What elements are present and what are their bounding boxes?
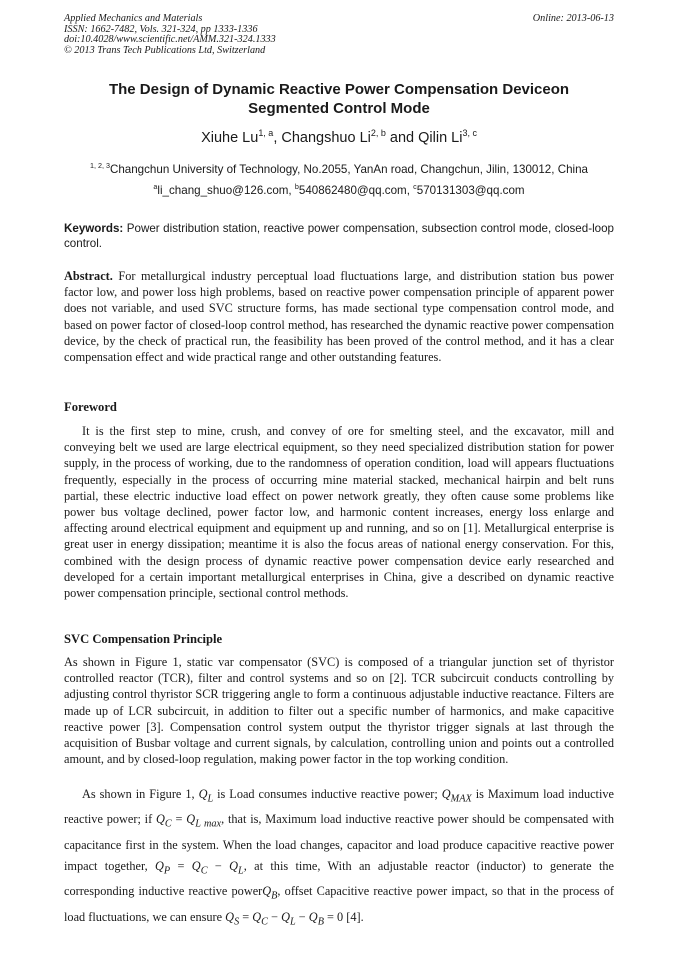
- math-number: 0: [337, 909, 344, 924]
- email-sup: a: [153, 182, 158, 192]
- math-symbol: Q: [262, 884, 272, 899]
- math-subscript: C: [261, 916, 269, 928]
- paper-title: [64, 80, 614, 118]
- text-run: , at this time, With an adjustable reactor (inductor) to generate the corresponding inductive reactive power: [64, 858, 614, 899]
- math-subscript: L: [290, 916, 296, 928]
- keywords-text: Power distribution station, reactive power compensation, subsection control mode, closed-loop control.: [64, 222, 614, 250]
- math-operator: =: [323, 909, 338, 924]
- math-operator: =: [239, 909, 253, 924]
- author-list: [64, 129, 614, 147]
- math-QC-eq-QLmax: [156, 812, 222, 830]
- author-sup: 3, c: [462, 128, 477, 139]
- abstract-label: Abstract.: [64, 269, 113, 283]
- math-symbol: Q: [281, 909, 290, 924]
- math-subscript: L: [207, 793, 214, 805]
- issn-line: ISSN: 1662-7482, Vols. 321-324, pp 1333-1336: [64, 23, 258, 35]
- math-subscript: S: [234, 916, 240, 928]
- doi-line: doi:10.4028/www.scientific.net/AMM.321-324.1333: [64, 34, 276, 46]
- math-subscript: B: [317, 916, 324, 928]
- math-symbol: Q: [191, 858, 201, 873]
- author-sep: and: [385, 130, 419, 146]
- math-symbol: Q: [198, 787, 208, 801]
- foreword-paragraph: It is the first step to mine, crush, and convey of ore for smelting steel, and the excavator, mill and conveying belt we used are large electrical equipment, so they need specialized distribution station for power supply, in the process of working, due to the randomness of operation condition, load will appears fluctuations frequently, especially in the process of occurring mine material stacked, mechanical hairpin and belt runs partial, these electric inductive load effect on power network greatly, they often cause some problems like power bus voltage declined, power factor low, and harmonic content increases, energy loss enlarge and affecting around electrical equipment and equipment up and running, and so on [1]. Metallurgical enterprise is great user in energy dissipation; meantime it is also the focus areas of national energy conservation. For this, combined with the design process of dynamic reactive power compensation device early researched and developed for a certain important metallurgical enterprises in China, give a described on dynamic reactive power compensation principle, sectional control methods.: [64, 424, 614, 601]
- abstract: [64, 268, 614, 365]
- math-subscript: C: [200, 865, 208, 877]
- math-operator: −: [295, 909, 309, 924]
- email-link[interactable]: li_chang_shuo@126.com: [157, 184, 289, 197]
- math-subscript: P: [163, 865, 171, 877]
- journal-header: [64, 14, 614, 56]
- math-subscript: L: [238, 865, 244, 877]
- math-subscript: MAX: [450, 793, 472, 805]
- foreword-heading: Foreword: [64, 400, 117, 414]
- affiliation: [64, 162, 614, 177]
- math-operator: =: [171, 812, 187, 827]
- math-operator: =: [170, 858, 192, 873]
- abstract-text: For metallurgical industry perceptual load fluctuations large, and distribution station bus power factor low, and power loss high problems, based on reactive power compensation principle of apparent power does not variable, and used SVC structure forms, has made sectional type compensation control mode, and based on power factor of closed-loop control method, has researched the dynamic reactive power compensation device, by the check of practical run, the feasibility has been proved of the control method, and it has a clear compensation effect and wide practical range and other outstanding features.: [64, 269, 614, 365]
- journal-name: Applied Mechanics and Materials: [64, 13, 203, 24]
- math-operator: −: [268, 909, 282, 924]
- text-run: , that is, Maximum load inductive reactive power should be compensated with capacitance first in the system. When the load changes, capacitor and load produce capacitive reactive power impact together,: [64, 812, 615, 873]
- author-name: Xiuhe Lu: [201, 130, 259, 146]
- math-operator: −: [207, 858, 230, 873]
- math-symbol: Q: [252, 909, 262, 924]
- email-link[interactable]: 540862480@qq.com: [298, 184, 407, 197]
- math-symbol: Q: [225, 909, 235, 924]
- math-subscript: C: [164, 818, 172, 830]
- math-QMAX: [441, 787, 472, 805]
- text-run: is Load consumes inductive reactive power;: [213, 787, 442, 801]
- math-QB: [262, 884, 278, 902]
- svc-paragraph-1: As shown in Figure 1, static var compensator (SVC) is composed of a triangular junction set of thyristor controlled reactor (TCR), filter and control systems and so on [2]. TCR subcircuit conducts controlling by adjusting control thyristor SCR triggering angle to form a continuous adjustable inductive reactance. Filters are made up of LCR subcircuit, in addition to filter out a specific number of harmonics, and make capacitive reactive power [3]. Compensation control system output the thyristor trigger signals at last through the acquisition of Busbar voltage and current signals, by calculation, controlling union and points out a controlled amount, and by closed-loop regulation, making power factor in the top working condition.: [64, 655, 614, 767]
- author-name: Changshuo Li: [281, 130, 371, 146]
- email-sep: ,: [406, 184, 414, 197]
- affiliation-sup: 1, 2, 3: [89, 161, 110, 171]
- author-sup: 2, b: [370, 128, 386, 139]
- title-line-2: Segmented Control Mode: [248, 100, 430, 117]
- math-subscript: L max: [195, 818, 222, 830]
- svc-paragraph-2: [64, 784, 614, 932]
- keywords-label: Keywords:: [64, 222, 124, 235]
- author-name: Qilin Li: [418, 130, 463, 146]
- math-symbol: Q: [308, 909, 318, 924]
- math-subscript: B: [271, 890, 278, 902]
- author-sup: 1, a: [258, 128, 274, 139]
- email-link[interactable]: 570131303@qq.com: [416, 184, 525, 197]
- svc-heading: SVC Compensation Principle: [64, 632, 223, 646]
- email-sup: b: [294, 182, 299, 192]
- math-symbol: Q: [155, 858, 164, 873]
- math-QL: [198, 787, 214, 805]
- text-run: , offset Capacitive reactive power impact, so that in the process of load fluctuations, we can ensure: [64, 884, 614, 924]
- math-QS-eq: [225, 909, 344, 928]
- keywords: [64, 221, 614, 251]
- email-list: [64, 183, 614, 198]
- affiliation-text: Changchun University of Technology, No.2055, YanAn road, Changchun, Jilin, 130012, China: [109, 163, 588, 176]
- text-run: is Maximum load inductive reactive power; if: [64, 787, 614, 827]
- author-sep: ,: [273, 130, 282, 146]
- math-symbol: Q: [229, 858, 239, 873]
- math-symbol: Q: [186, 812, 196, 827]
- math-symbol: Q: [156, 812, 165, 827]
- text-run: [4].: [343, 909, 364, 924]
- math-QP-eq: [155, 858, 244, 877]
- copyright-line: © 2013 Trans Tech Publications Ltd, Switzerland: [64, 44, 266, 56]
- title-line-1: The Design of Dynamic Reactive Power Compensation Deviceon: [108, 81, 570, 98]
- online-date: Online: 2013-06-13: [532, 13, 614, 24]
- email-sup: c: [413, 182, 417, 192]
- math-symbol: Q: [441, 787, 451, 801]
- text-run: As shown in Figure 1,: [82, 787, 199, 801]
- email-sep: ,: [288, 184, 295, 197]
